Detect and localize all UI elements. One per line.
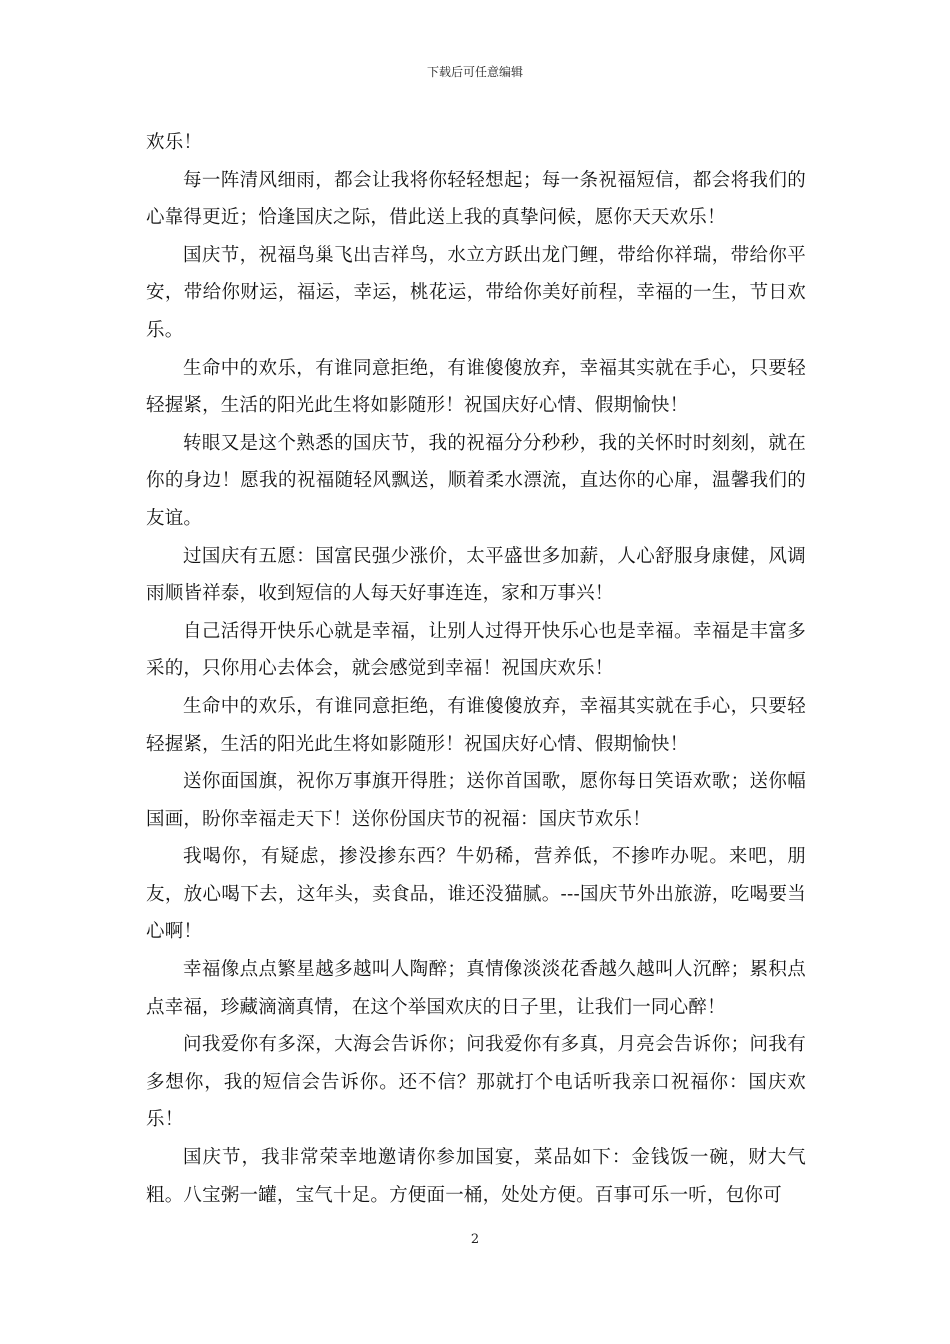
- paragraph-5: 过国庆有五愿：国富民强少涨价，太平盛世多加薪，人心舒服身康健，风调雨顺皆祥泰，收到短信的人每天好事连连，家和万事兴！: [146, 545, 806, 605]
- paragraph-9: 我喝你，有疑虑，掺没掺东西？牛奶稀，营养低，不掺咋办呢。来吧，朋友，放心喝下去，这年头，卖食品，谁还没猫腻。---国庆节外出旅游，吃喝要当心啊！: [146, 846, 806, 943]
- paragraph-7: 生命中的欢乐，有谁同意拒绝，有谁傻傻放弃，幸福其实就在手心，只要轻轻握紧，生活的阳光此生将如影随形！祝国庆好心情、假期愉快！: [146, 695, 806, 755]
- page-header: 下载后可任意编辑: [426, 65, 523, 79]
- paragraph-8: 送你面国旗，祝你万事旗开得胜；送你首国歌，愿你每日笑语欢歌；送你幅国画，盼你幸福走天下！送你份国庆节的祝福：国庆节欢乐！: [146, 771, 806, 830]
- paragraph-6: 自己活得开快乐心就是幸福，让别人过得开快乐心也是幸福。幸福是丰富多采的，只你用心去体会，就会感觉到幸福！祝国庆欢乐！: [146, 620, 806, 680]
- paragraph-10: 幸福像点点繁星越多越叫人陶醉；真情像淡淡花香越久越叫人沉醉；累积点点幸福，珍藏滴滴真情，在这个举国欢庆的日子里，让我们一同心醉！: [146, 959, 806, 1018]
- paragraph-12: 国庆节，我非常荣幸地邀请你参加国宴，菜品如下：金钱饭一碗，财大气粗。八宝粥一罐，宝气十足。方便面一桶，处处方便。百事可乐一听，包你可: [146, 1147, 806, 1206]
- paragraph-11: 问我爱你有多深，大海会告诉你；问我爱你有多真，月亮会告诉你；问我有多想你，我的短信会告诉你。还不信？那就打个电话听我亲口祝福你：国庆欢乐！: [146, 1034, 806, 1131]
- page-number: 2: [470, 1232, 480, 1247]
- document-body: [146, 124, 806, 1214]
- continuation-text: 欢乐！: [146, 132, 203, 153]
- paragraph-2: 国庆节，祝福鸟巢飞出吉祥鸟，水立方跃出龙门鲤，带给你祥瑞，带给你平安，带给你财运，福运，幸运，桃花运，带给你美好前程，幸福的一生，节日欢乐。: [146, 244, 806, 341]
- paragraph-3: 生命中的欢乐，有谁同意拒绝，有谁傻傻放弃，幸福其实就在手心，只要轻轻握紧，生活的阳光此生将如影随形！祝国庆好心情、假期愉快！: [146, 357, 806, 417]
- paragraph-1: 每一阵清风细雨，都会让我将你轻轻想起；每一条祝福短信，都会将我们的心靠得更近；恰逢国庆之际，借此送上我的真挚问候，愿你天天欢乐！: [146, 169, 806, 229]
- paragraph-4: 转眼又是这个熟悉的国庆节，我的祝福分分秒秒，我的关怀时时刻刻，就在你的身边！愿我的祝福随轻风飘送，顺着柔水漂流，直达你的心扉，温馨我们的友谊。: [146, 432, 806, 529]
